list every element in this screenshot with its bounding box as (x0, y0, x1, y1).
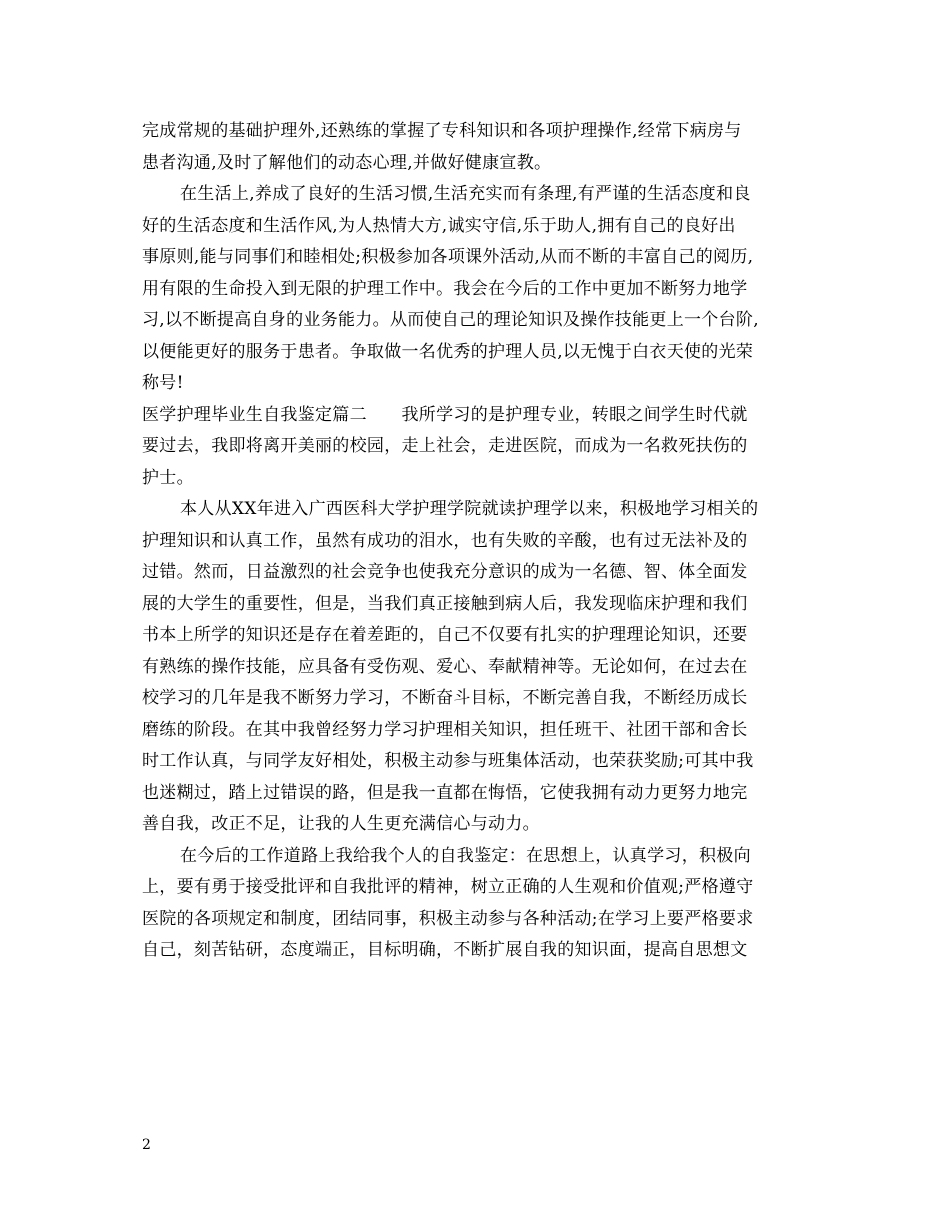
text-line: 有熟练的操作技能，应具备有受伤观、爱心、奉献精神等。无论如何，在过去在 (142, 656, 748, 677)
page-number: 2 (142, 1137, 151, 1153)
section-heading-line: 医学护理毕业生自我鉴定篇二 我所学习的是护理专业，转眼之间学生时代就 (142, 404, 748, 425)
text-line: 书本上所学的知识还是存在着差距的，自己不仅要有扎实的护理理论知识，还要 (142, 625, 748, 645)
body-text (142, 116, 812, 967)
text-line: 医院的各项规定和制度，团结同事，积极主动参与各种活动;在学习上要严格要求 (142, 908, 754, 929)
paragraph-start-line: 本人从XX年进入广西医科大学护理学院就读护理学以来，积极地学习相关的 (180, 499, 759, 519)
text-line: 以便能更好的服务于患者。争取做一名优秀的护理人员,以无愧于白衣天使的光荣 (142, 341, 754, 362)
text-line: 护理知识和认真工作，虽然有成功的泪水，也有失败的辛酸，也有过无法补及的 (142, 530, 748, 551)
text-line: 完成常规的基础护理外,还熟练的掌握了专科知识和各项护理操作,经常下病房与 (142, 121, 742, 141)
text-line: 要过去，我即将离开美丽的校园，走上社会，走进医院，而成为一名救死扶伤的 (142, 436, 748, 456)
text-line: 用有限的生命投入到无限的护理工作中。我会在今后的工作中更加不断努力地学 (142, 278, 748, 299)
text-line: 善自我，改正不足，让我的人生更充满信心与动力。 (142, 814, 540, 834)
text-line: 患者沟通,及时了解他们的动态心理,并做好健康宣教。 (142, 152, 552, 173)
paragraph-start-line: 在生活上,养成了良好的生活习惯,生活充实而有条理,有严谨的生活态度和良 (180, 184, 751, 204)
text-line: 展的大学生的重要性，但是，当我们真正接触到病人后，我发现临床护理和我们 (142, 593, 748, 614)
text-line: 自己，刻苦钻研，态度端正，目标明确，不断扩展自我的知识面，提高自思想文 (142, 940, 748, 960)
text-line: 时工作认真，与同学友好相处，积极主动参与班集体活动，也荣获奖励;可其中我 (142, 751, 754, 771)
text-line: 习,以不断提高自身的业务能力。从而使自己的理论知识及操作技能更上一个台阶, (142, 310, 759, 330)
text-line: 护士。 (142, 467, 194, 488)
text-line: 磨练的阶段。在其中我曾经努力学习护理相关知识，担任班干、社团干部和舍长 (142, 719, 748, 740)
text-line: 校学习的几年是我不断努力学习，不断奋斗目标，不断完善自我，不断经历成长 (142, 688, 748, 708)
text-line: 好的生活态度和生活作风,为人热情大方,诚实守信,乐于助人,拥有自己的良好出 (142, 215, 736, 236)
text-line: 过错。然而，日益激烈的社会竞争也使我充分意识的成为一名德、智、体全面发 (142, 562, 748, 582)
text-line: 也迷糊过，踏上过错误的路，但是我一直都在悔悟，它使我拥有动力更努力地完 (142, 782, 748, 803)
text-line: 事原则,能与同事们和睦相处;积极参加各项课外活动,从而不断的丰富自己的阅历, (142, 247, 754, 267)
paragraph-start-line: 在今后的工作道路上我给我个人的自我鉴定：在思想上，认真学习，积极向 (180, 845, 751, 866)
text-line: 上，要有勇于接受批评和自我批评的精神，树立正确的人生观和价值观;严格遵守 (142, 877, 754, 897)
text-line: 称号! (142, 373, 184, 393)
